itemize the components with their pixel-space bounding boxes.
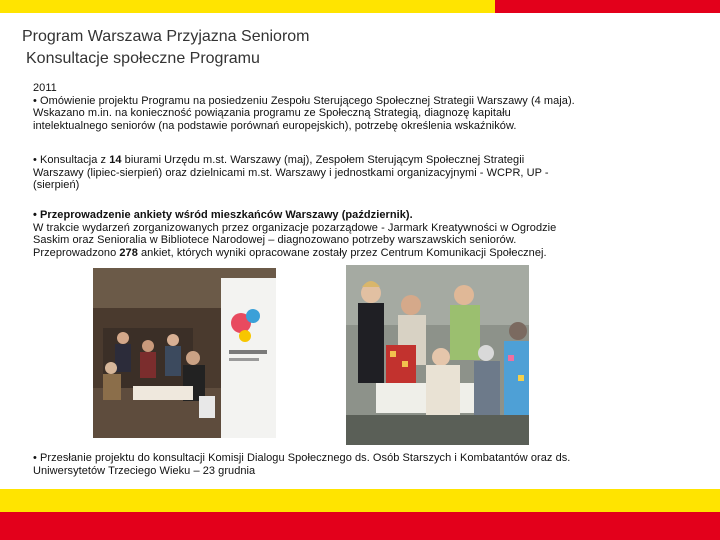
paragraph-2011-meeting — [33, 82, 693, 132]
survey-event-photo — [346, 265, 529, 445]
text-fragment: Przeprowadzono — [33, 246, 120, 259]
slide-title: Program Warszawa Przyjazna Seniorom — [22, 28, 310, 45]
paragraph-line: • Omówienie projektu Programu na posiedzeniu Zespołu Sterującego Społecznej Strategii Warszawy (4 maja). — [33, 94, 575, 107]
text-fragment: biurami Urzędu m.st. Warszawy (maj), Zespołem Sterującym Społecznej Strategii — [121, 154, 525, 166]
paragraph-consultation-offices — [33, 154, 693, 192]
paragraph-survey — [33, 209, 693, 259]
bold-number: 14 — [109, 154, 122, 166]
paragraph-line: • Przesłanie projektu do konsultacji Komisji Dialogu Społecznego ds. Osób Starszych i Kombatantów oraz ds. — [33, 452, 571, 464]
paragraph-line: Warszawy (lipiec-sierpień) oraz dzielnicami m.st. Warszawy i jednostkami organizacyjnymi - WCPR, UP - — [33, 166, 549, 179]
top-stripe-red — [495, 0, 720, 13]
text-fragment: • Konsultacja z — [33, 154, 110, 166]
text-fragment: ankiet, których wyniki opracowane zostały przez Centrum Komunikacji Społecznej. — [137, 246, 547, 259]
slide-subtitle: Konsultacje społeczne Programu — [26, 50, 260, 67]
paragraph-line: Uniwersytetów Trzeciego Wieku – 23 grudnia — [33, 464, 256, 477]
paragraph-line: intelektualnego seniorów (na podstawie porównań europejskich), potrzebę określenia wskaźników. — [33, 119, 517, 132]
event-hall-photo — [93, 268, 276, 438]
paragraph-line: Wskazano m.in. na konieczność powiązania programu ze Społeczną Strategią, diagnozę kapitału — [33, 107, 511, 120]
paragraph-line — [33, 154, 693, 167]
top-stripe-yellow — [0, 0, 495, 13]
bottom-stripe-red — [0, 512, 720, 540]
year-label: 2011 — [33, 82, 57, 94]
paragraph-line: Saskim oraz Senioralia w Bibliotece Narodowej – diagnozowano potrzeby warszawskich seniorów. — [33, 234, 517, 247]
paragraph-line: (sierpień) — [33, 179, 80, 192]
bold-number: 278 — [119, 246, 138, 259]
paragraph-commission-consultation — [33, 452, 693, 477]
bottom-stripe-yellow — [0, 489, 720, 512]
paragraph-line: W trakcie wydarzeń zorganizowanych przez organizacje pozarządowe - Jarmark Kreatywności w Ogrodzie — [33, 221, 557, 234]
paragraph-heading-line: • Przeprowadzenie ankiety wśród mieszkańców Warszawy (październik). — [33, 209, 413, 221]
paragraph-line — [33, 247, 693, 260]
